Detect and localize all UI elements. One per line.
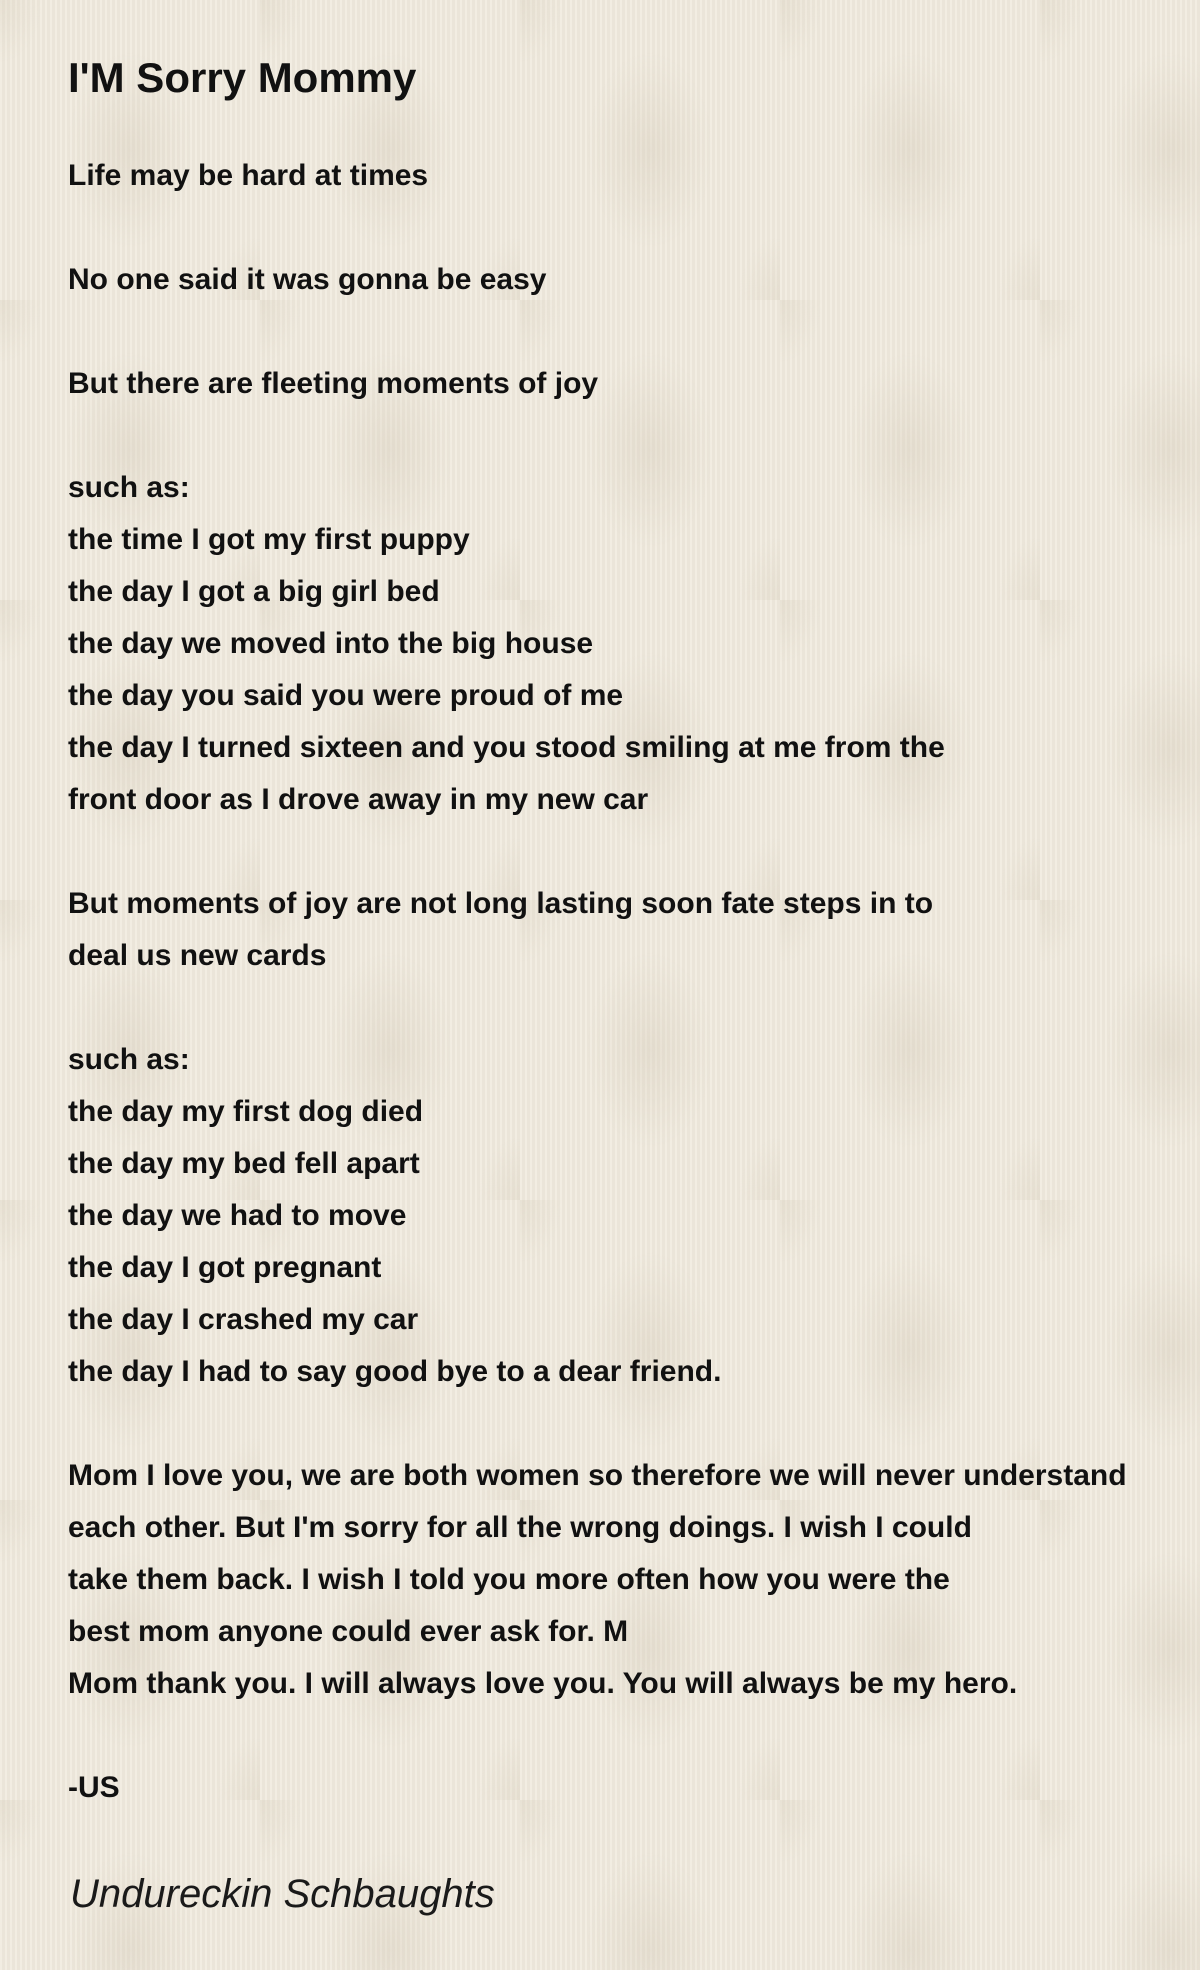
poem-line: the day I got a big girl bed bbox=[68, 575, 440, 608]
poem-line: the day we moved into the big house bbox=[68, 627, 594, 660]
poem-line: such as: bbox=[68, 1043, 190, 1076]
poem-line bbox=[68, 410, 1200, 462]
poem-line bbox=[68, 202, 1200, 254]
poem-line: take them back. I wish I told you more often how you were the bbox=[68, 1563, 950, 1596]
poem-line: No one said it was gonna be easy bbox=[68, 263, 547, 296]
poem-line: the day I turned sixteen and you stood smiling at me from the bbox=[68, 731, 945, 764]
poem-line: deal us new cards bbox=[68, 939, 327, 972]
poem-line: the day my first dog died bbox=[68, 1095, 424, 1128]
poem-line: Mom thank you. I will always love you. You will always be my hero. bbox=[68, 1667, 1018, 1700]
poem-body bbox=[68, 150, 1200, 1814]
poem-line: the day I crashed my car bbox=[68, 1303, 419, 1336]
poem-line: -US bbox=[68, 1771, 120, 1804]
poem-line: the day I got pregnant bbox=[68, 1251, 382, 1284]
poem-line bbox=[68, 982, 1200, 1034]
poem-line: the day you said you were proud of me bbox=[68, 679, 624, 712]
poem-line: the time I got my first puppy bbox=[68, 523, 470, 556]
poem-line: the day my bed fell apart bbox=[68, 1147, 420, 1180]
poem-line: But moments of joy are not long lasting soon fate steps in to bbox=[68, 887, 934, 920]
poem-line bbox=[68, 826, 1200, 878]
poem-line: each other. But I'm sorry for all the wrong doings. I wish I could bbox=[68, 1511, 972, 1544]
poem-line bbox=[68, 306, 1200, 358]
poem-line: Mom I love you, we are both women so therefore we will never understand bbox=[68, 1459, 1127, 1492]
poem-line bbox=[68, 1710, 1200, 1762]
poem-title: I'M Sorry Mommy bbox=[68, 54, 417, 101]
poem-line: such as: bbox=[68, 471, 190, 504]
poem-author-signature: Undureckin Schbaughts bbox=[70, 1872, 495, 1916]
poem-line: the day we had to move bbox=[68, 1199, 407, 1232]
poem-line: But there are fleeting moments of joy bbox=[68, 367, 599, 400]
poem-line: the day I had to say good bye to a dear friend. bbox=[68, 1355, 722, 1388]
poem-line: best mom anyone could ever ask for. M bbox=[68, 1615, 629, 1648]
poem-line: Life may be hard at times bbox=[68, 159, 429, 192]
poem-line bbox=[68, 1398, 1200, 1450]
poem-line: front door as I drove away in my new car bbox=[68, 783, 649, 816]
